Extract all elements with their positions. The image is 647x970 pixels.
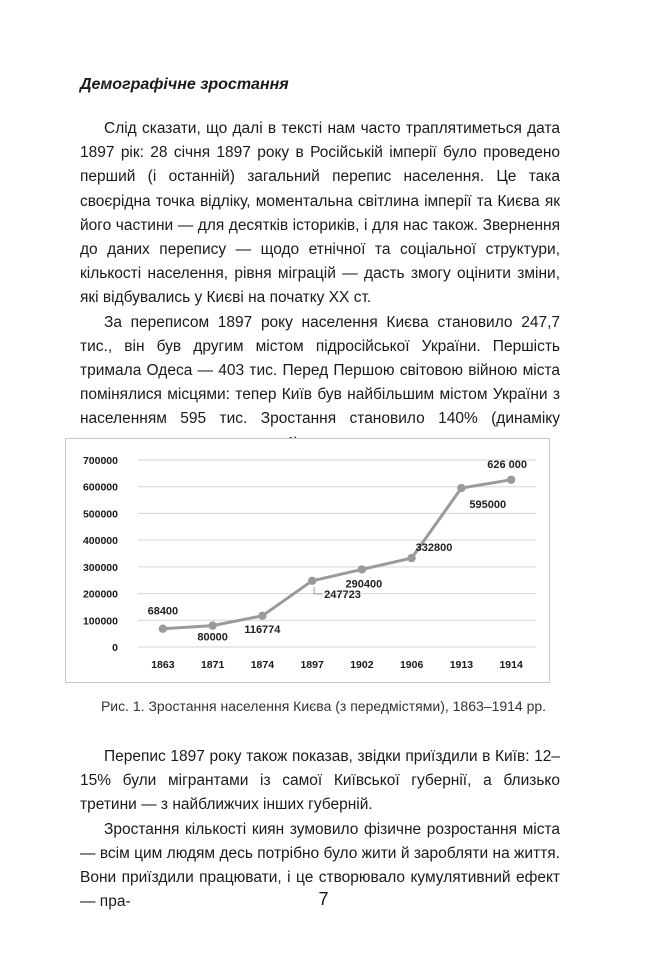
y-tick-label: 200000: [82, 588, 118, 601]
label-leader-line: [314, 587, 322, 594]
x-tick-label: 1874: [250, 659, 275, 671]
data-point: [407, 554, 415, 562]
y-tick-label: 300000: [82, 561, 118, 574]
data-label: 595000: [469, 499, 507, 512]
page-number: 7: [318, 889, 329, 909]
population-chart: [65, 438, 550, 683]
data-point: [507, 476, 515, 484]
x-tick-label: 1897: [300, 659, 324, 671]
data-points: [159, 476, 516, 633]
x-axis-ticks: [151, 659, 523, 671]
paragraph-text: Зростання кількості киян зумовило фізичне розростання міста — всім цим людям десь потрібно було жити й заробляти на життя. Вони приїздили працювати, і це створювало кумулятивний ефект — пра-: [80, 820, 560, 911]
data-label: 332800: [415, 542, 453, 555]
paragraph-text: Слід сказати, що далі в тексті нам часто траплятиметься дата 1897 рік: 28 січня 1897 року в Російській імперії було проведено перший (і останній) загальний перепис населення. Це така своєрідна точка відліку, моментальна світлина імперії та Києва як його частини — для десятків істориків, і для нас також. Звернення до даних перепису — щодо етнічної та соціальної структури, кількості населення, рівня міграцій — дасть змогу оцінити зміни, які відбувались у Києві на початку XX ст.: [80, 120, 560, 307]
data-label: 116774: [244, 623, 281, 636]
series-line: [163, 480, 511, 629]
data-label: 68400: [147, 605, 179, 618]
data-label: 247723: [324, 588, 361, 601]
x-tick-label: 1913: [449, 659, 474, 671]
y-tick-label: 0: [112, 642, 118, 654]
section-heading: Демографічне зростання: [80, 76, 289, 93]
chart-canvas: [66, 439, 551, 684]
y-axis-ticks: [83, 455, 118, 654]
data-point: [208, 621, 216, 629]
grid-lines: [138, 460, 536, 647]
paragraph: [80, 745, 560, 818]
paragraph: [80, 117, 560, 311]
y-tick-label: 700000: [82, 455, 118, 467]
label-leaders: [314, 587, 322, 594]
y-tick-label: 600000: [82, 481, 118, 494]
data-label: 290400: [345, 578, 383, 591]
data-label: 626 000: [487, 458, 528, 471]
data-point: [159, 625, 167, 633]
data-label: 80000: [197, 631, 228, 644]
x-tick-label: 1902: [350, 659, 374, 671]
data-point: [457, 484, 465, 492]
figure-caption: Рис. 1. Зростання населення Києва (з передмістями), 1863–1914 рр.: [100, 698, 547, 714]
paragraph-text: Перепис 1897 року також показав, звідки приїздили в Київ: 12–15% були мігрантами із самої Київської губернії, а близько третини — з найближчих інших губерній.: [80, 748, 560, 814]
paragraph: [80, 311, 560, 456]
data-point: [258, 612, 266, 620]
y-tick-label: 500000: [82, 508, 118, 521]
x-tick-label: 1871: [200, 659, 225, 671]
text-block-top: [80, 117, 560, 456]
x-tick-label: 1906: [399, 659, 424, 671]
y-tick-label: 100000: [82, 615, 118, 628]
x-tick-label: 1863: [151, 659, 175, 671]
x-tick-label: 1914: [499, 659, 523, 671]
paragraph-text: За переписом 1897 року населення Києва становило 247,7 тис., він був другим містом підросійської України. Першість тримала Одеса — 403 тис. Перед Першою світовою війною міста помінялися місцями: тепер Київ був найбільшим містом України з населенням 595 тис. Зростання становило 140% (динаміку: [80, 313, 560, 428]
data-point: [358, 565, 366, 573]
y-tick-label: 400000: [82, 535, 118, 548]
data-point: [308, 577, 316, 585]
